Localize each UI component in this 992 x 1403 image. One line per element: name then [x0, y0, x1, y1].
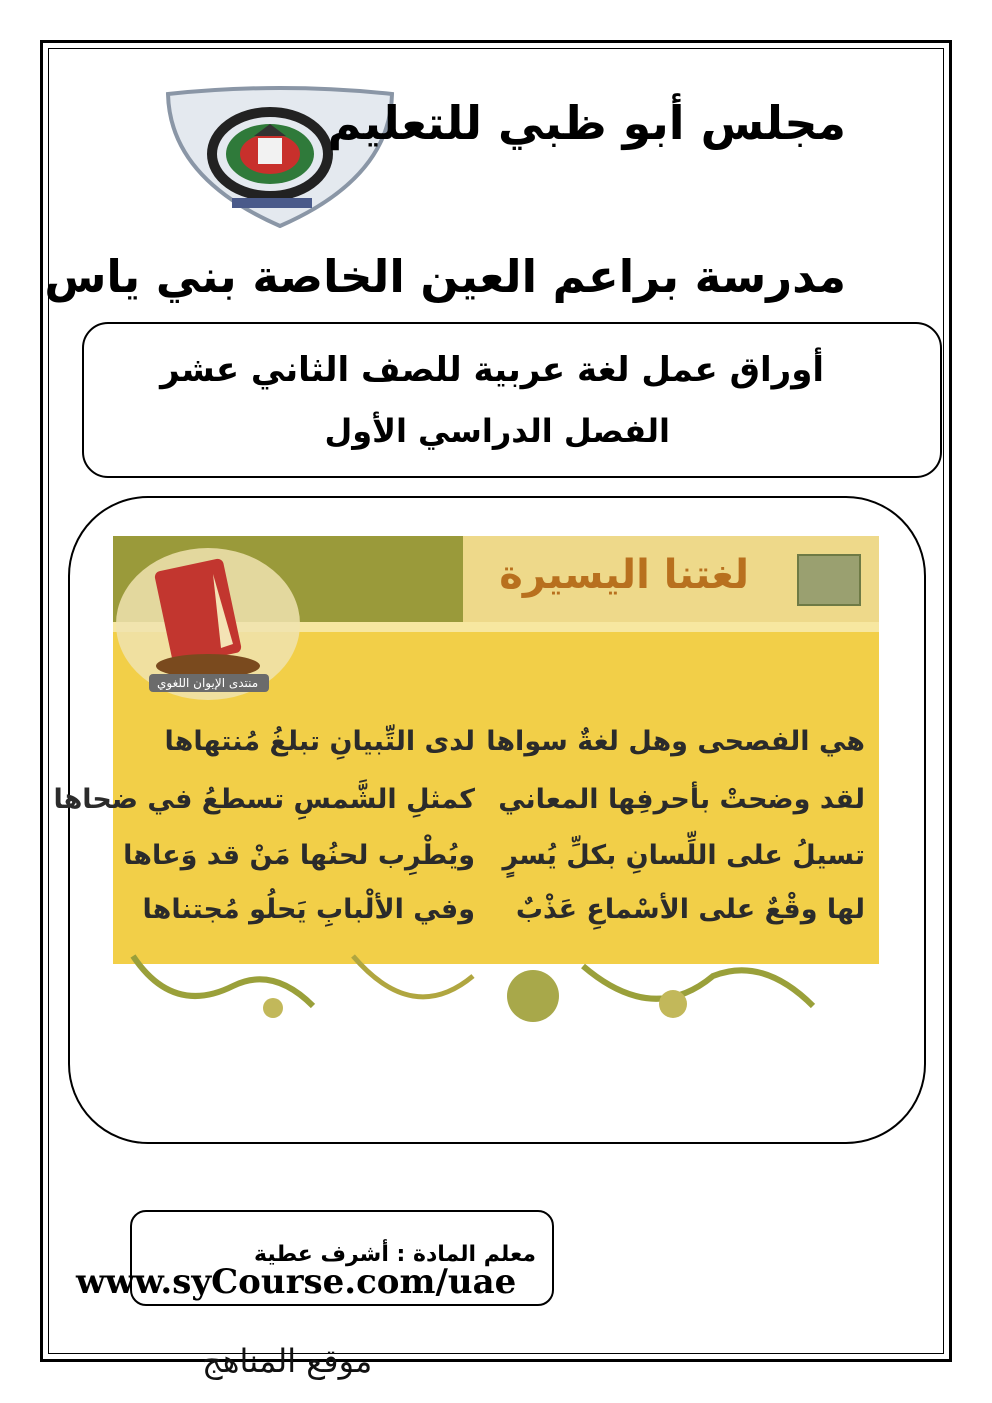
verse-1-first-half: هي الفصحى وهل لغةٌ سواها: [486, 726, 865, 757]
council-name: مجلس أبو ظبي للتعليم: [327, 96, 846, 150]
verse-4-second-half: وفي الألْبابِ يَحلُو مُجتناها: [142, 894, 475, 925]
semester-title: الفصل الدراسي الأول: [324, 412, 670, 450]
school-name: مدرسة براعم العين الخاصة بني ياس: [44, 250, 846, 303]
verse-2-second-half: كمثلِ الشَّمسِ تسطعُ في ضحاها: [53, 784, 475, 815]
verse-3-second-half: ويُطْرِب لحنُها مَنْ قد وَعاها: [123, 840, 475, 871]
verse-2-first-half: لقد وضحتْ بأحرفِها المعاني: [498, 784, 865, 815]
verse-1-second-half: لدى التِّبيانِ تبلغُ مُنتهاها: [164, 726, 475, 757]
worksheet-title-box: [82, 322, 942, 478]
verse-3-first-half: تسيلُ على اللِّسانِ بكلِّ يُسرٍ: [502, 840, 865, 871]
website-url[interactable]: www.syCourse.com/uae: [76, 1262, 517, 1302]
teacher-name: معلم المادة : أشرف عطية: [254, 1242, 536, 1267]
forum-logo-caption: منتدى الإيوان اللغوي: [157, 676, 259, 690]
floral-swirl-icon: [113, 956, 879, 1024]
worksheet-title: أوراق عمل لغة عربية للصف الثاني عشر: [160, 350, 824, 390]
verse-4-first-half: لها وقْعٌ على الأسْماعِ عَذْبٌ: [515, 894, 865, 925]
calligraphy-badge-icon: [797, 554, 861, 606]
poster-title: لغتنا اليسيرة: [499, 552, 749, 598]
site-name: موقع المناهج: [202, 1342, 373, 1380]
poem-poster: [53, 536, 879, 1024]
